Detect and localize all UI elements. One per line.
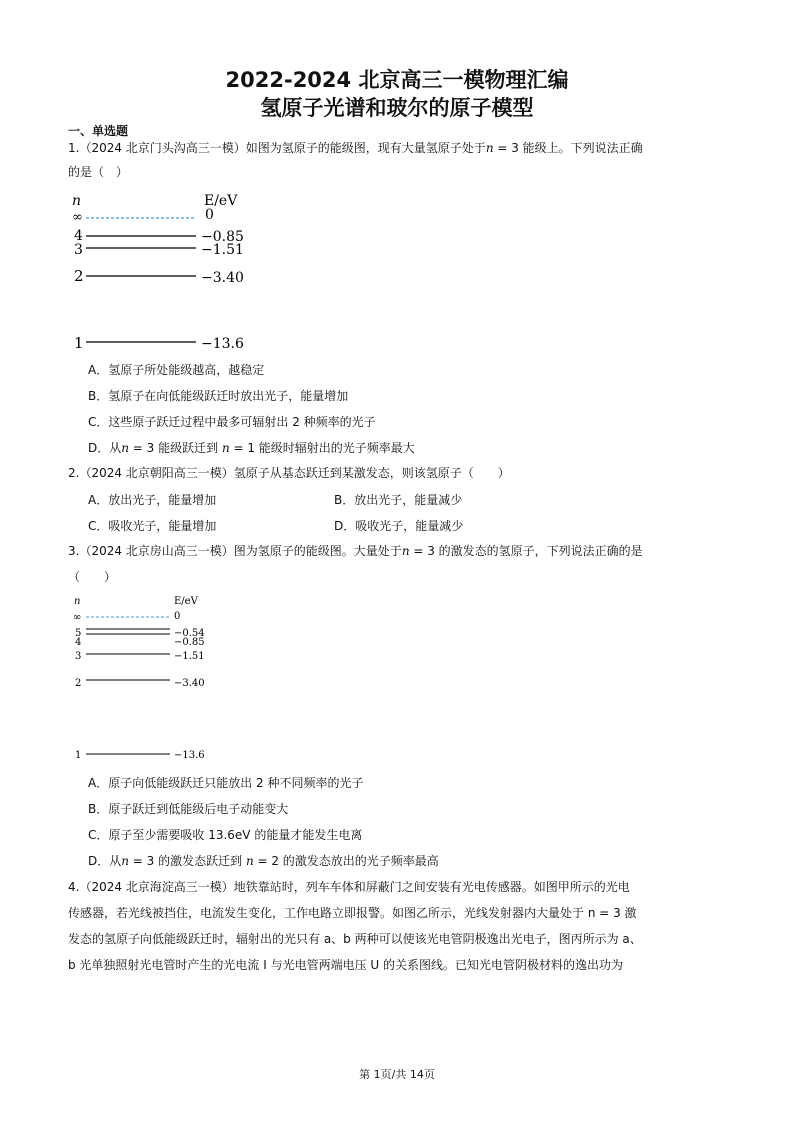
q1-stem-var: n bbox=[485, 141, 494, 155]
q1-level-2-e: −3.40 bbox=[201, 270, 244, 286]
q3-level-5-n: 5 bbox=[75, 628, 82, 639]
q3-level-4-n: 4 bbox=[75, 637, 82, 648]
q1-level-3-n: 3 bbox=[74, 242, 83, 258]
q4-line3: 发态的氢原子向低能级跃迁时，辐射出的光只有 a、b 两种可以使该光电管阴极逸出光电子，图丙所示为 a、 bbox=[68, 932, 642, 946]
q1-stem-mid: = 3 能级上。下列说法正确 bbox=[493, 141, 643, 155]
q1-level-4-e: −0.85 bbox=[201, 229, 244, 245]
q1-option-d-pre: D．从 bbox=[88, 441, 122, 455]
q3-option-b: B．原子跃迁到低能级后电子动能变大 bbox=[88, 802, 289, 816]
q1-stem bbox=[68, 140, 643, 156]
q3-stem-line2: （ ） bbox=[68, 570, 117, 584]
q2-option-a: A．放出光子，能量增加 bbox=[88, 493, 217, 507]
page-footer: 第 1页/共 14页 bbox=[359, 1068, 435, 1081]
q1-level-1-e: −13.6 bbox=[201, 336, 244, 352]
q3-level-1-e: −13.6 bbox=[174, 750, 205, 761]
q3-stem-var: n bbox=[401, 544, 410, 558]
q1-e-label: E/eV bbox=[204, 193, 238, 209]
q3-energy-level-diagram bbox=[72, 592, 222, 764]
q3-level-inf-n: ∞ bbox=[73, 612, 82, 623]
q3-option-d-pre: D．从 bbox=[88, 854, 122, 868]
q1-level-1-n: 1 bbox=[74, 334, 84, 352]
q1-option-a: A．氢原子所处能级越高，越稳定 bbox=[88, 363, 265, 377]
q3-stem bbox=[68, 543, 643, 559]
q1-option-d-mid: = 3 能级跃迁到 bbox=[128, 441, 222, 455]
q3-level-4-e: −0.85 bbox=[174, 637, 205, 648]
q1-n-label: n bbox=[72, 193, 82, 209]
q3-option-c: C．原子至少需要吸收 13.6eV 的能量才能发生电离 bbox=[88, 828, 363, 842]
q1-option-b: B．氢原子在向低能级跃迁时放出光子，能量增加 bbox=[88, 389, 349, 403]
q1-level-inf-n: ∞ bbox=[72, 210, 83, 225]
q3-level-3-e: −1.51 bbox=[174, 651, 205, 662]
q4-line4: b 光单独照射光电管时产生的光电流 I 与光电管两端电压 U 的关系图线。已知光电管阴极材料的逸出功为 bbox=[68, 958, 624, 972]
q3-level-3-n: 3 bbox=[75, 651, 82, 662]
q3-n-label: n bbox=[74, 596, 81, 607]
q3-option-d-var2: n bbox=[245, 854, 254, 868]
q1-stem-prefix: 1.（2024 北京门头沟高三一模）如图为氢原子的能级图，现有大量氢原子处于 bbox=[68, 141, 486, 155]
q1-stem-line2: 的是（ ） bbox=[68, 165, 129, 179]
q1-option-d-post: = 1 能级时辐射出的光子频率最大 bbox=[229, 441, 415, 455]
q1-energy-level-diagram bbox=[68, 188, 258, 358]
q3-level-2-n: 2 bbox=[75, 678, 82, 689]
section-heading: 一、单选题 bbox=[68, 124, 129, 138]
document-title-line2: 氢原子光谱和玻尔的原子模型 bbox=[260, 96, 534, 120]
q3-level-5-e: −0.54 bbox=[174, 628, 205, 639]
q3-e-label: E/eV bbox=[174, 596, 198, 607]
q1-option-d-var1: n bbox=[121, 441, 129, 455]
q3-stem-prefix: 3.（2024 北京房山高三一模）图为氢原子的能级图。大量处于 bbox=[68, 544, 402, 558]
q4-line2: 传感器，若光线被挡住，电流发生变化，工作电路立即报警。如图乙所示，光线发射器内大量处于 n = 3 激 bbox=[68, 906, 637, 920]
q3-option-d-post: = 2 的激发态放出的光子频率最高 bbox=[253, 854, 439, 868]
q3-level-2-e: −3.40 bbox=[174, 678, 205, 689]
q1-level-inf-e: 0 bbox=[205, 207, 214, 223]
document-title-line1: 2022-2024 北京高三一模物理汇编 bbox=[225, 68, 569, 92]
q1-level-2-n: 2 bbox=[74, 267, 84, 285]
q3-option-d-var1: n bbox=[121, 854, 129, 868]
q4-line1: 4.（2024 北京海淀高三一模）地铁靠站时，列车车体和屏蔽门之间安装有光电传感器。如图甲所示的光电 bbox=[68, 880, 630, 894]
q3-option-a: A．原子向低能级跃迁只能放出 2 种不同频率的光子 bbox=[88, 776, 364, 790]
q1-option-c: C．这些原子跃迁过程中最多可辐射出 2 种频率的光子 bbox=[88, 415, 376, 429]
q2-stem: 2.（2024 北京朝阳高三一模）氢原子从基态跃迁到某激发态，则该氢原子（ ） bbox=[68, 466, 510, 480]
q2-option-c: C．吸收光子，能量增加 bbox=[88, 519, 217, 533]
q3-option-d-mid: = 3 的激发态跃迁到 bbox=[128, 854, 246, 868]
q3-stem-mid: = 3 的激发态的氢原子，下列说法正确的是 bbox=[409, 544, 643, 558]
q1-option-d bbox=[88, 439, 415, 456]
q2-option-b: B．放出光子，能量减少 bbox=[334, 493, 463, 507]
q1-level-3-e: −1.51 bbox=[201, 242, 244, 258]
q2-option-d: D．吸收光子，能量减少 bbox=[334, 519, 464, 533]
q1-level-4-n: 4 bbox=[74, 228, 83, 244]
q1-option-d-var2: n bbox=[221, 441, 230, 455]
q3-option-d bbox=[88, 852, 439, 869]
q3-level-1-n: 1 bbox=[75, 750, 82, 761]
q3-level-inf-e: 0 bbox=[174, 611, 181, 622]
